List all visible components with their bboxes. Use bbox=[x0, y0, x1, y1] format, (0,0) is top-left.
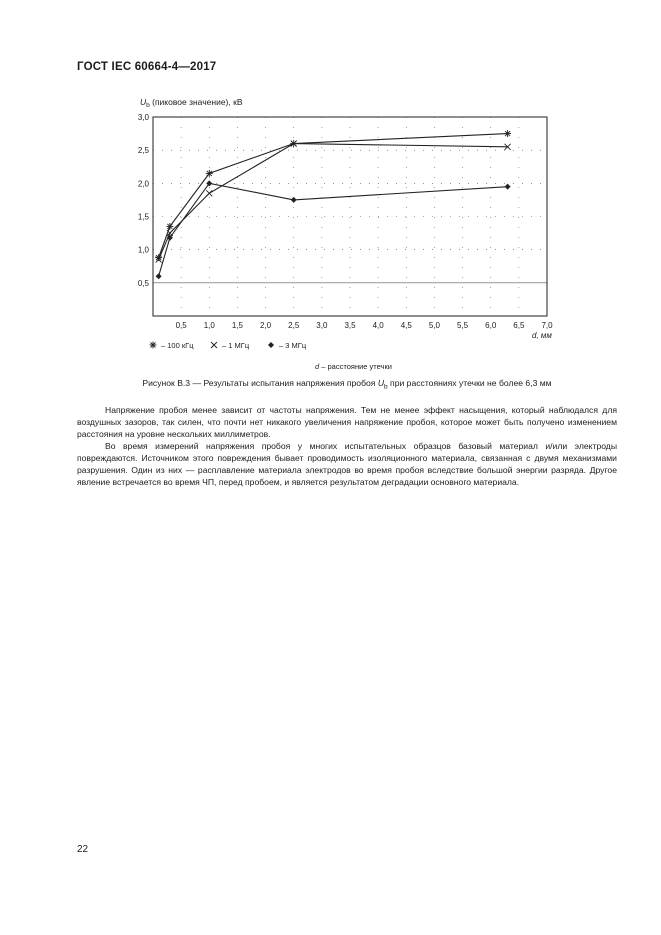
x-tick-label: 1,5 bbox=[231, 321, 243, 330]
document-header: ГОСТ IEC 60664-4—2017 bbox=[77, 61, 217, 73]
paragraph: Напряжение пробоя менее зависит от частоты напряжения. Тем не менее эффект насыщения, который наблюдался для воздушных зазоров, так силен, что почти нет никакого увеличения напряжение пробоя, которое может быть получено изменением расстояния на уровне нескольких миллиметров. bbox=[77, 405, 617, 439]
y-tick-label: 1,0 bbox=[137, 245, 149, 255]
x-tick-label: 4,5 bbox=[400, 321, 412, 330]
legend-entry: – 3 МГц bbox=[279, 341, 307, 350]
y-tick-label: 2,5 bbox=[137, 146, 149, 156]
x-axis-caption: d – расстояние утечки bbox=[315, 362, 392, 371]
x-tick-label: 4,0 bbox=[372, 321, 384, 330]
paragraph: Во время измерений напряжения пробоя у многих испытательных образцов базовый материал и/или электроды повреждаются. Источником этого повреждения бывает проводимость изоляционного материала, связанная с двумя механизмами разрушения. Один из них — расплавление материала электродов во время пробоя вследствие большой энергии разряда. Другое явление встречается во время ЧП, перед пробоем, и является результатом деградации основного материала. bbox=[77, 441, 617, 487]
legend-entry: – 100 кГц bbox=[161, 341, 194, 350]
data-point bbox=[268, 342, 274, 348]
chart-svg bbox=[0, 0, 661, 400]
data-point bbox=[156, 273, 162, 279]
chart-legend bbox=[150, 341, 307, 350]
series-line bbox=[159, 183, 508, 276]
data-point bbox=[291, 197, 297, 203]
x-tick-label: 3,5 bbox=[344, 321, 356, 330]
page-number: 22 bbox=[77, 844, 89, 855]
x-tick-label: 2,5 bbox=[288, 321, 300, 330]
x-tick-label: 0,5 bbox=[175, 321, 187, 330]
series-star bbox=[155, 130, 511, 261]
x-tick-label: 6,0 bbox=[485, 321, 497, 330]
x-tick-label: 5,5 bbox=[457, 321, 469, 330]
y-tick-label: 1,5 bbox=[137, 212, 149, 222]
figure-caption: Рисунок В.3 — Результаты испытания напряжения пробоя $U_b$ при расстояниях утечки не более 6,3 мм bbox=[142, 378, 552, 391]
x-tick-label: 3,0 bbox=[316, 321, 328, 330]
x-tick-label: 2,0 bbox=[260, 321, 272, 330]
y-axis-label: $U_b$ (пиковое значение), кВ bbox=[140, 97, 243, 109]
y-tick-label: 3,0 bbox=[137, 113, 149, 122]
y-tick-label: 2,0 bbox=[137, 179, 149, 189]
legend-entry: – 1 МГц bbox=[222, 341, 250, 350]
x-tick-label: 7,0 bbox=[541, 321, 553, 330]
body-text bbox=[77, 404, 617, 488]
x-axis-unit: d, мм bbox=[532, 331, 552, 340]
series-diamond bbox=[156, 180, 511, 279]
chart-series bbox=[155, 130, 511, 279]
series-line bbox=[159, 144, 508, 260]
data-point bbox=[505, 184, 511, 190]
x-tick-label: 1,0 bbox=[203, 321, 215, 330]
x-tick-label: 5,0 bbox=[428, 321, 440, 330]
series-x bbox=[156, 141, 511, 263]
x-tick-label: 6,5 bbox=[513, 321, 525, 330]
breakdown-voltage-chart bbox=[0, 0, 661, 400]
y-tick-label: 0,5 bbox=[137, 278, 149, 288]
